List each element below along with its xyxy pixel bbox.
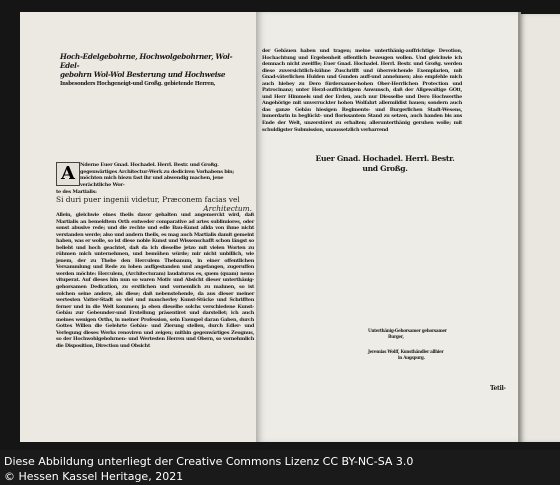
- address-line-1: Hoch-Edelgebohrne, Hochwolgebohrner, Wol-Edel-: [60, 52, 233, 71]
- license-caption: Diese Abbildung unterliegt der Creative Commons Lizenz CC BY-NC-SA 3.0: [4, 455, 414, 468]
- subscription-2-line-2: in Augspurg.: [398, 354, 425, 360]
- subscription-1-line-1: Unterthänig-Gehorsamer gehorsamer: [368, 328, 447, 333]
- signoff-line-2: und Großg.: [362, 164, 408, 173]
- subscription-1-line-2: Burger,: [388, 333, 404, 339]
- right-page-text: der Gebäuen haben und tragen; meine unterthänig-auffrichtige Devotion, Hochachtung und Ergebenheit offentlich bezeugen wollen. Und gleichwie ich demnach nicht zweiffle; Euer Gnad. Hochadel. Herrl. Bestr. und Großg. werden diese zuversichtlich-kühne Zuschrifft und überreichende Exemplarien, mit Gnad-väterlichen Hulden und Gunden auff-und annehmen; also empfehle mich auch hiebey zu Dero fürdersamer-hohen Ober-Herrlichen Protection und Patrocinanz; unter Herzl-auffrichtigem Anwunsch, daß der Allgewaltige GOtt, und Herr Himmels und der Erden, auch nur Diesselbe und Dero Hochwerthe Angehörige mit unverruckter hohen Wolfahrt allermildist bauen; sondern auch das ganze Gebäu hiesigen Regiments- und Burgerlichen Stadt-Wesens, inmerdarin in beglückt- und florissantem Stand zu setzen, auch handen bis ans Ende der Welt, unzerstöret zu erhalten; allerunterthänig geruhen wolle; mit schuldigster Submission, unaussetzlich verharrend: [262, 48, 462, 133]
- address-line-2: gebohrn Wol-Wol Besterung und Hochweise: [60, 70, 226, 80]
- dedication-paragraph-end: te des Martialis:: [56, 189, 97, 195]
- signoff-line-1: Euer Gnad. Hochadel. Herrl. Bestr.: [315, 154, 455, 163]
- dedication-paragraph: Nderne Euer Gnad. Hochadel. Herrl. Bestr. und Großg. gegenwärtiges Architectur-Werk zu dediciren Vorhabens bin; möchten mich hiezu fast ihr und abwendig machen, jene verächtliche Wor-: [80, 162, 234, 188]
- subscription-2-line-1: Jeremias Wolff, Kunsthändler allhier: [368, 349, 444, 354]
- catchword: Tetil-: [490, 385, 506, 392]
- dedication-body-text: Allein, gleichwie eines theils davor gehalten und angemerckt wird, daß Martialis an bemeldtem Orth entweder comparative ad artes sublimiores, oder sonst abusive rede; und die rechte und edle Bau-Kunst allda von ihme nicht verstanden werde; also und andern theils, es mag auch Martialis damit gemeint haben, was er wolle, so ist diese noble Kunst und Wissenschafft schon längst so beliebt und hoch geachtet, daß da ich dieselbe jetzo mit vielen Worten zu rühmen mich unternehmen, und bemühen würde; mir nicht unbillich, wie jenem, der zu Thebe den Herculem Thebanum, in einer offentlichen Versammlung und Rede zu loben auffgestanden und angefangen, zugeruffen werden möchte: Herculem, (Architecturam) laudaturus es, quem (quam) nemo vituperat. Auf dieses hin nun so waren Motiv und Absicht dieser unterthänig-gehorsamen Dedication, zu erstlichen und vornemlich zu mahnen, so ist solchen seine andere, als diese; daß nebenstehende, da aus dieser meiner wertesten Vatter-Stadt so viel und mancherley Kunst-Stücke und Schrifften ferner und in die Welt kommen; ja eben dieselbe solchs verschiedene Kunst-Gebäu zur Gebeunder-und Erstellung präsentiret und darstellet; ich auch meines wenigen Orths, in meiner Profession, sein Exempel daran Gaben, durch Gottes Willen die Gelehrte Gebäu- und Zierung stellen, durch Edler- und Verlegung dieses Werks renoviren und zeigen; mithin gegenwärtiges Zeugnus, so der Hochwohlgebohrnen- und Wertesten Herren und Obern, so vornehmlich die Disposition, Direction und Obsicht: [56, 212, 254, 349]
- signoff: [310, 154, 460, 174]
- address-line-3: Insbesonders Hochgeneigt-und Großg. gebietende Herren,: [60, 80, 216, 87]
- subscription-2: [368, 349, 478, 360]
- next-page-sliver: [520, 14, 560, 442]
- latin-quote: [56, 195, 252, 213]
- dedication-address: [60, 52, 240, 89]
- copyright-caption: © Hessen Kassel Heritage, 2021: [4, 470, 184, 483]
- latin-quote-end: Architectum.: [203, 204, 252, 213]
- latin-quote-text: Si duri puer ingenii videtur, Præconem facias vel: [56, 195, 240, 204]
- subscription-1: [368, 328, 468, 339]
- decorated-initial: A: [56, 162, 80, 186]
